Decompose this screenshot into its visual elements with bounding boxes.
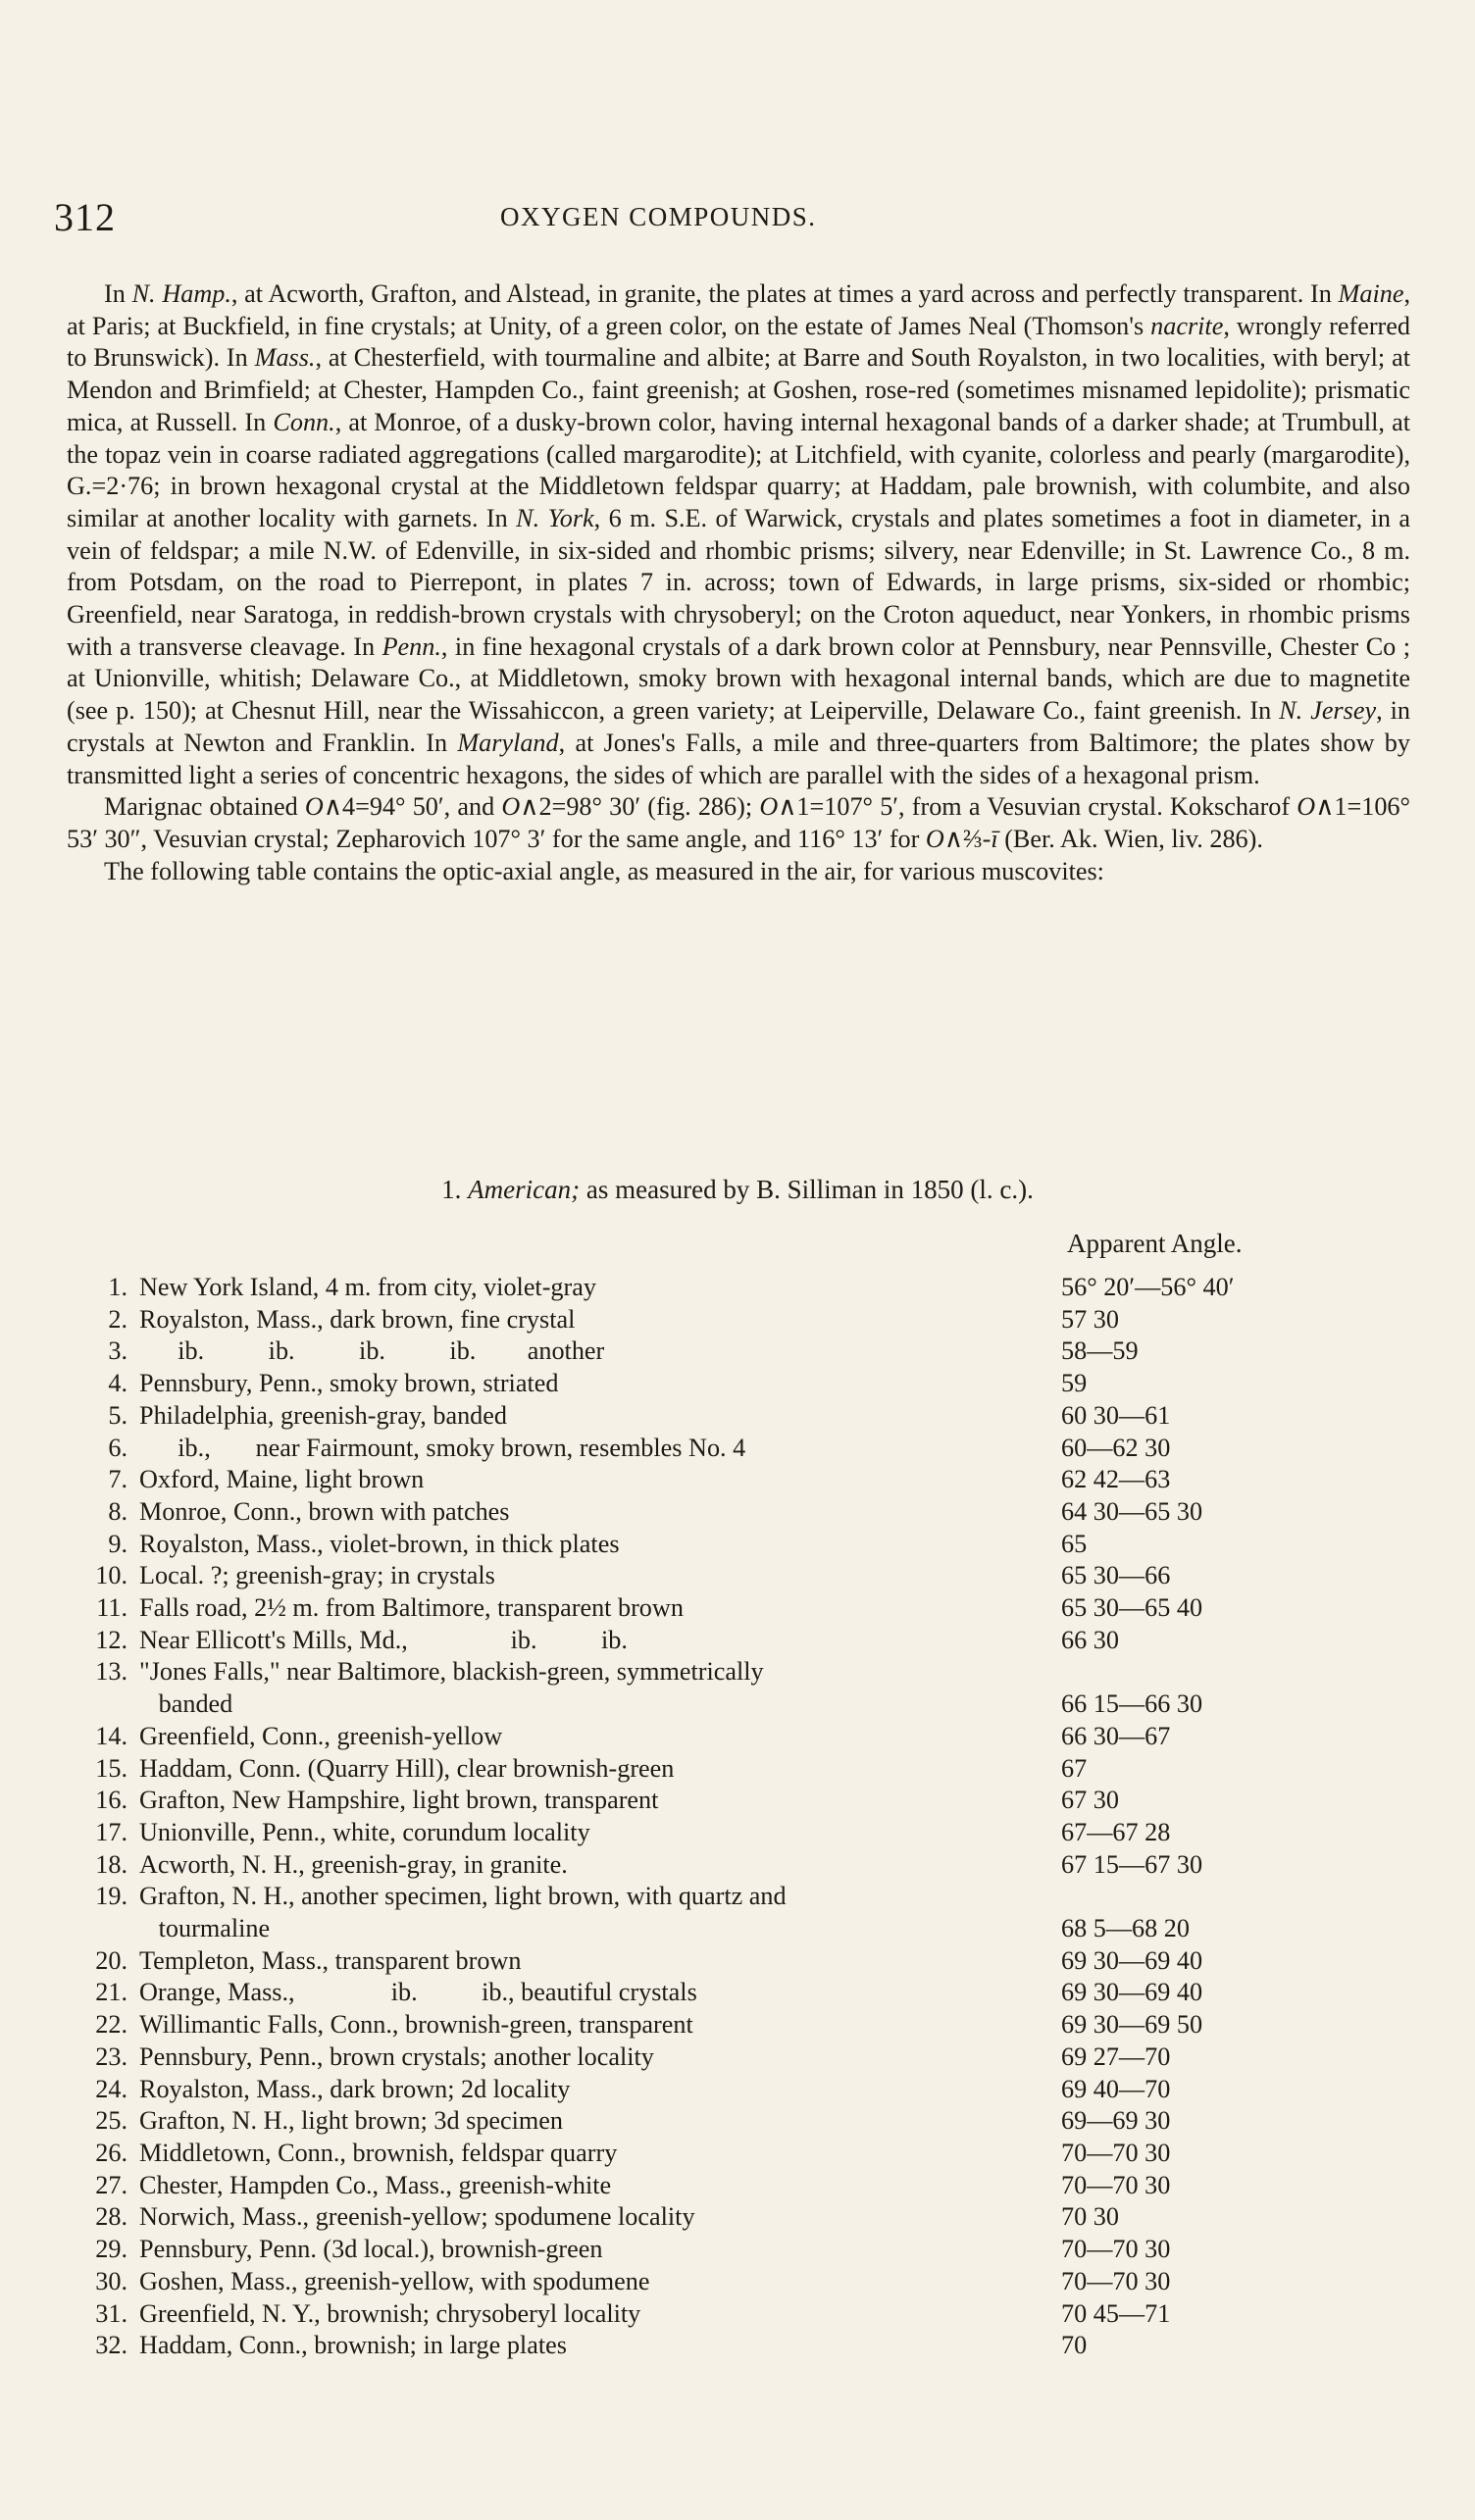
row-locality: Monroe, Conn., brown with patches	[139, 1496, 510, 1526]
row-angle: 69 30—69 40	[1061, 1945, 1203, 1975]
table-heading	[0, 1175, 1475, 1205]
row-locality: Middletown, Conn., brownish, feldspar quarry	[139, 2138, 618, 2167]
row-angle: 60 30—61	[1061, 1400, 1171, 1430]
row-locality: tourmaline	[139, 1914, 271, 1943]
row-angle: 64 30—65 30	[1061, 1496, 1203, 1526]
row-number: 25.	[95, 2106, 127, 2136]
table-row	[82, 1881, 1416, 1913]
row-angle: 68 5—68 20	[1061, 1914, 1190, 1943]
row-number: 13.	[95, 1657, 127, 1687]
row-angle: 56° 20′—56° 40′	[1061, 1273, 1235, 1301]
text-run: In	[104, 279, 132, 308]
text-run: ∧2=98° 30′ (fig. 286);	[520, 792, 760, 822]
row-angle: 70—70 30	[1061, 2266, 1171, 2295]
row-locality: Pennsbury, Penn., brown crystals; another locality	[139, 2041, 654, 2071]
table-row	[82, 1400, 1416, 1433]
row-number: 27.	[95, 2170, 127, 2199]
row-number: 7.	[108, 1465, 127, 1494]
table-row	[82, 2330, 1416, 2362]
body-text	[67, 278, 1410, 887]
row-angle: 70 30	[1061, 2202, 1119, 2232]
row-number: 20.	[95, 1945, 127, 1975]
paragraph-localities	[67, 278, 1410, 791]
table-row	[82, 1272, 1416, 1304]
row-number: 28.	[95, 2202, 127, 2232]
table-row	[82, 1849, 1416, 1882]
row-number: 24.	[95, 2074, 127, 2103]
row-number: 6.	[108, 1433, 127, 1462]
table-row	[82, 1592, 1416, 1625]
italic-run: O	[925, 824, 944, 853]
row-number: 31.	[95, 2298, 127, 2328]
row-locality: banded	[139, 1689, 233, 1719]
text-run: Marignac obtained	[104, 792, 305, 822]
table-row	[82, 1368, 1416, 1400]
text-run: ∧1=107° 5′, from a Vesuvian crystal. Kokscharof	[778, 792, 1297, 822]
row-locality: Grafton, N. H., light brown; 3d specimen	[139, 2106, 564, 2136]
row-locality: Greenfield, Conn., greenish-yellow	[139, 1721, 503, 1750]
row-number: 11.	[96, 1593, 127, 1623]
row-locality: Pennsbury, Penn. (3d local.), brownish-green	[139, 2235, 603, 2264]
row-angle: 65 30—65 40	[1061, 1593, 1203, 1623]
row-locality: Haddam, Conn. (Quarry Hill), clear brownish-green	[139, 1753, 675, 1783]
text-run: ∧4=94° 50′, and	[323, 792, 502, 822]
row-angle: 70—70 30	[1061, 2235, 1171, 2264]
row-angle: 62 42—63	[1061, 1465, 1171, 1494]
row-angle: 67 30	[1061, 1786, 1119, 1815]
table-row	[82, 2234, 1416, 2266]
text-run: ∧1=106° 53′ 30″, Vesuvian crystal; Zepharovich 107° 3′ for the same angle, and 116° 13′ for	[67, 792, 1411, 853]
row-number: 30.	[95, 2266, 127, 2295]
row-angle: 65	[1061, 1529, 1088, 1558]
row-locality: Greenfield, N. Y., brownish; chrysoberyl locality	[139, 2298, 641, 2328]
table-heading-text: as measured by B. Silliman in 1850 (l. c.).	[580, 1175, 1034, 1204]
table-row	[82, 1721, 1416, 1753]
text-run: , at Paris; at Buckfield, in fine crystals; at Unity, of a green color, on the estate of James Neal (Thomson's	[67, 279, 1410, 340]
row-locality: Royalston, Mass., violet-brown, in thick plates	[139, 1529, 620, 1558]
table-heading-italic: American;	[468, 1175, 581, 1204]
row-number: 8.	[108, 1496, 127, 1526]
row-locality: ib., near Fairmount, smoky brown, resembles No. 4	[139, 1433, 746, 1462]
table-row	[82, 1304, 1416, 1336]
row-locality: Local. ?; greenish-gray; in crystals	[139, 1561, 495, 1590]
paragraph-table-intro	[67, 856, 1410, 888]
table-row	[82, 1529, 1416, 1561]
row-angle: 70	[1061, 2331, 1088, 2360]
italic-run: ī	[991, 824, 998, 853]
text-run: , at Jones's Falls, a mile and three-quarters from Baltimore; the plates show by transmitted light a series of concentric hexagons, the sides of which are parallel with the sides of a hexagonal prism.	[67, 728, 1410, 789]
row-number: 16.	[95, 1786, 127, 1815]
row-angle: 69 27—70	[1061, 2041, 1171, 2071]
text-run: ∧⅔-	[943, 824, 992, 853]
row-angle: 60—62 30	[1061, 1433, 1171, 1462]
italic-run: O	[1297, 792, 1316, 822]
row-locality: Philadelphia, greenish-gray, banded	[139, 1400, 507, 1430]
row-number: 18.	[95, 1849, 127, 1879]
row-locality: "Jones Falls," near Baltimore, blackish-green, symmetrically	[139, 1657, 764, 1687]
text-run: , at Chesterfield, with tourmaline and albite; at Barre and South Royalston, in two localities, with beryl; at Mendon and Brimfield; at Chester, Hampden Co., faint greenish; at Goshen, rose-red (sometimes misnamed lepidolite); prismatic mica, at Russell. In	[67, 343, 1410, 436]
row-angle: 70—70 30	[1061, 2138, 1171, 2167]
row-number: 14.	[95, 1721, 127, 1750]
row-locality: Near Ellicott's Mills, Md., ib. ib.	[139, 1625, 628, 1654]
row-locality: Templeton, Mass., transparent brown	[139, 1945, 522, 1975]
text-run: , in crystals at Newton and Franklin. In	[67, 696, 1410, 757]
running-head	[54, 194, 1427, 243]
row-locality: Oxford, Maine, light brown	[139, 1465, 425, 1494]
row-number: 21.	[95, 1978, 127, 2007]
row-number: 3.	[108, 1336, 127, 1366]
row-angle: 70—70 30	[1061, 2170, 1171, 2199]
text-run: The following table contains the optic-axial angle, as measured in the air, for various muscovites:	[104, 856, 1104, 885]
table-row	[82, 1560, 1416, 1592]
table-row	[82, 1688, 1416, 1721]
row-locality: New York Island, 4 m. from city, violet-gray	[139, 1273, 596, 1301]
row-number: 26.	[95, 2138, 127, 2167]
table-row	[82, 1336, 1416, 1368]
table-row	[82, 1464, 1416, 1496]
page-number: 312	[54, 195, 116, 239]
table-row	[82, 2266, 1416, 2298]
table-row	[82, 1496, 1416, 1529]
row-angle: 58—59	[1061, 1336, 1139, 1366]
row-angle: 66 30	[1061, 1625, 1119, 1654]
italic-run: nacrite	[1150, 311, 1224, 340]
row-locality: Grafton, N. H., another specimen, light brown, with quartz and	[139, 1882, 787, 1911]
table-row	[82, 2105, 1416, 2138]
row-angle: 69 40—70	[1061, 2074, 1171, 2103]
row-locality: Haddam, Conn., brownish; in large plates	[139, 2331, 567, 2360]
running-title: OXYGEN COMPOUNDS.	[500, 202, 817, 231]
row-locality: Pennsbury, Penn., smoky brown, striated	[139, 1369, 559, 1398]
text-run: , at Monroe, of a dusky-brown color, having internal hexagonal bands of a darker shade; at Trumbull, at the topaz vein in coarse radiated aggregations (called margarodite); at Litchfield, with cyanite, colorless and pearly (margarodite), G.=2·76; in brown hexagonal crystal at the Middletown feldspar quarry; at Haddam, pale brownish, with columbite, and also similar at another locality with garnets. In	[67, 407, 1410, 532]
paragraph-marignac-angles	[67, 791, 1410, 855]
row-number: 22.	[95, 2010, 127, 2040]
row-number: 1.	[108, 1273, 127, 1301]
row-angle: 69 30—69 40	[1061, 1978, 1203, 2007]
apparent-angle-header: Apparent Angle.	[1067, 1229, 1243, 1258]
row-angle: 65 30—66	[1061, 1561, 1171, 1590]
table-heading-number: 1.	[441, 1175, 469, 1204]
row-number: 4.	[108, 1369, 127, 1398]
row-angle: 67 15—67 30	[1061, 1849, 1203, 1879]
table-row	[82, 1913, 1416, 1945]
row-number: 2.	[108, 1304, 127, 1334]
text-run: , in fine hexagonal crystals of a dark brown color at Pennsbury, near Pennsville, Chester Co ; at Unionville, whitish; Delaware Co., at Middletown, smoky brown with hexagonal internal bands, which are due to magnetite (see p. 150); at Chesnut Hill, near the Wissahiccon, a green variety; at Leiperville, Delaware Co., faint greenish. In	[67, 631, 1410, 726]
table-row	[82, 1656, 1416, 1688]
row-angle: 57 30	[1061, 1304, 1119, 1334]
row-locality: ib. ib. ib. ib. another	[139, 1336, 605, 1366]
table-row	[82, 1625, 1416, 1657]
row-angle: 67—67 28	[1061, 1817, 1171, 1846]
italic-run: Mass.	[254, 343, 316, 373]
row-number: 32.	[95, 2331, 127, 2360]
table-row	[82, 1817, 1416, 1849]
table-row	[82, 2170, 1416, 2202]
row-locality: Willimantic Falls, Conn., brownish-green, transparent	[139, 2010, 693, 2040]
row-locality: Royalston, Mass., dark brown, fine crystal	[139, 1304, 576, 1334]
text-run: , 6 m. S.E. of Warwick, crystals and plates sometimes a foot in diameter, in a vein of feldspar; a mile N.W. of Edenville, in six-sided and rhombic prisms; silvery, near Edenville; in St. Lawrence Co., 8 m. from Potsdam, on the road to Pierrepont, in plates 7 in. across; town of Edwards, in large prisms, six-sided or rhombic; Greenfield, near Saratoga, in reddish-brown crystals with chrysoberyl; on the Croton aqueduct, near Yonkers, in rhombic prisms with a transverse cleavage. In	[67, 503, 1410, 661]
italic-run: O	[501, 792, 521, 822]
row-locality: Acworth, N. H., greenish-gray, in granite.	[139, 1849, 568, 1879]
row-angle: 66 30—67	[1061, 1721, 1171, 1750]
row-number: 9.	[108, 1529, 127, 1558]
row-angle: 67	[1061, 1753, 1088, 1783]
italic-run: O	[304, 792, 324, 822]
row-locality: Falls road, 2½ m. from Baltimore, transparent brown	[139, 1593, 684, 1623]
row-angle: 66 15—66 30	[1061, 1689, 1203, 1719]
row-angle: 59	[1061, 1369, 1088, 1398]
table-row	[82, 1945, 1416, 1978]
table-row	[82, 2041, 1416, 2074]
table-row	[82, 1977, 1416, 2009]
italic-run: O	[759, 792, 779, 822]
table-row	[82, 2298, 1416, 2331]
italic-run: N. Hamp.	[131, 279, 231, 308]
row-number: 5.	[108, 1400, 127, 1430]
row-locality: Grafton, New Hampshire, light brown, transparent	[139, 1786, 659, 1815]
italic-run: Maryland	[457, 728, 559, 757]
row-number: 23.	[95, 2041, 127, 2071]
row-number: 15.	[95, 1753, 127, 1783]
table-row	[82, 2074, 1416, 2106]
optic-angle-table	[82, 1272, 1416, 2362]
text-run: , wrongly referred to Brunswick). In	[67, 311, 1410, 373]
row-locality: Royalston, Mass., dark brown; 2d locality	[139, 2074, 571, 2103]
table-row	[82, 1785, 1416, 1817]
table-row	[82, 2009, 1416, 2041]
row-angle: 70 45—71	[1061, 2298, 1171, 2328]
row-number: 17.	[95, 1817, 127, 1846]
text-run: (Ber. Ak. Wien, liv. 286).	[997, 824, 1263, 853]
row-angle: 69 30—69 50	[1061, 2010, 1203, 2040]
row-number: 29.	[95, 2235, 127, 2264]
italic-run: Maine	[1338, 279, 1404, 308]
row-angle: 69—69 30	[1061, 2106, 1171, 2136]
row-locality: Orange, Mass., ib. ib., beautiful crystals	[139, 1978, 697, 2007]
table-row	[82, 2201, 1416, 2234]
row-number: 19.	[95, 1882, 127, 1911]
italic-run: Conn.	[273, 407, 335, 436]
text-run: , at Acworth, Grafton, and Alstead, in granite, the plates at times a yard across and perfectly transparent. In	[230, 279, 1339, 308]
row-locality: Goshen, Mass., greenish-yellow, with spodumene	[139, 2266, 650, 2295]
row-locality: Unionville, Penn., white, corundum locality	[139, 1817, 590, 1846]
italic-run: Penn.	[381, 631, 441, 661]
row-number: 10.	[95, 1561, 127, 1590]
italic-run: N. Jersey	[1279, 696, 1377, 726]
table-row	[82, 1433, 1416, 1465]
table-row	[82, 2138, 1416, 2170]
italic-run: N. York	[516, 503, 594, 532]
table-row	[82, 1753, 1416, 1786]
row-locality: Norwich, Mass., greenish-yellow; spodumene locality	[139, 2202, 695, 2232]
row-number: 12.	[95, 1625, 127, 1654]
row-locality: Chester, Hampden Co., Mass., greenish-white	[139, 2170, 612, 2199]
